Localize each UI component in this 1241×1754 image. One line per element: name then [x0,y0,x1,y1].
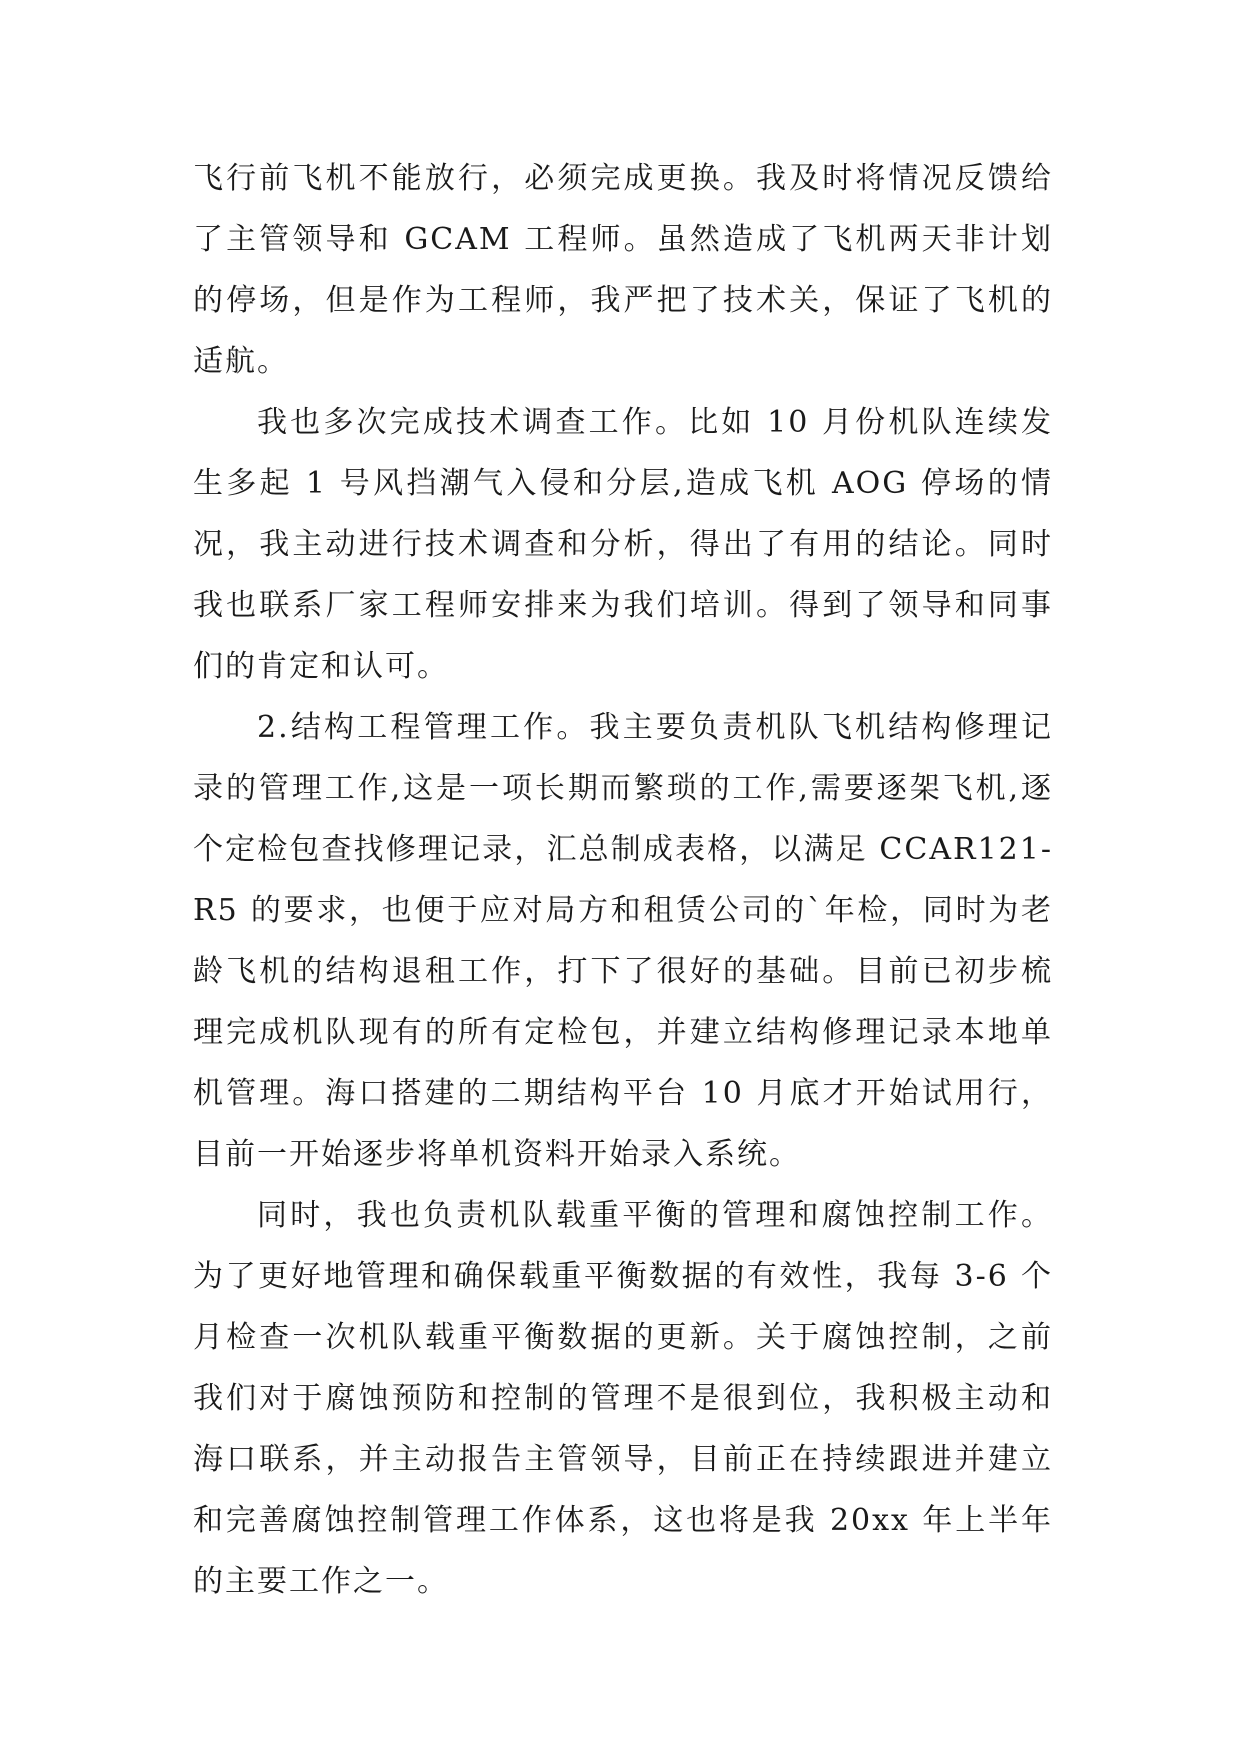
paragraph-1: 飞行前飞机不能放行，必须完成更换。我及时将情况反馈给了主管领导和 GCAM 工程师。虽然造成了飞机两天非计划的停场，但是作为工程师，我严把了技术关，保证了飞机的适航。 [193,161,1053,379]
paragraph-3: 2.结构工程管理工作。我主要负责机队飞机结构修理记录的管理工作,这是一项长期而繁琐的工作,需要逐架飞机,逐个定检包查找修理记录，汇总制成表格，以满足 CCAR121-R5 的要求，也便于应对局方和租赁公司的`年检，同时为老龄飞机的结构退租工作，打下了很好的基础。目前已初步梳理完成机队现有的所有定检包，并建立结构修理记录本地单机管理。海口搭建的二期结构平台 10 月底才开始试用行，目前一开始逐步将单机资料开始录入系统。 [193,710,1053,1172]
paragraph-2: 我也多次完成技术调查工作。比如 10 月份机队连续发生多起 1 号风挡潮气入侵和分层,造成飞机 AOG 停场的情况，我主动进行技术调查和分析，得出了有用的结论。同时我也联系厂家工程师安排来为我们培训。得到了领导和同事们的肯定和认可。 [193,405,1053,684]
paragraph-4: 同时，我也负责机队载重平衡的管理和腐蚀控制工作。为了更好地管理和确保载重平衡数据的有效性，我每 3-6 个月检查一次机队载重平衡数据的更新。关于腐蚀控制，之前我们对于腐蚀预防和控制的管理不是很到位，我积极主动和海口联系，并主动报告主管领导，目前正在持续跟进并建立和完善腐蚀控制管理工作体系，这也将是我 20xx 年上半年的主要工作之一。 [193,1198,1053,1599]
document-page [193,148,1053,1612]
